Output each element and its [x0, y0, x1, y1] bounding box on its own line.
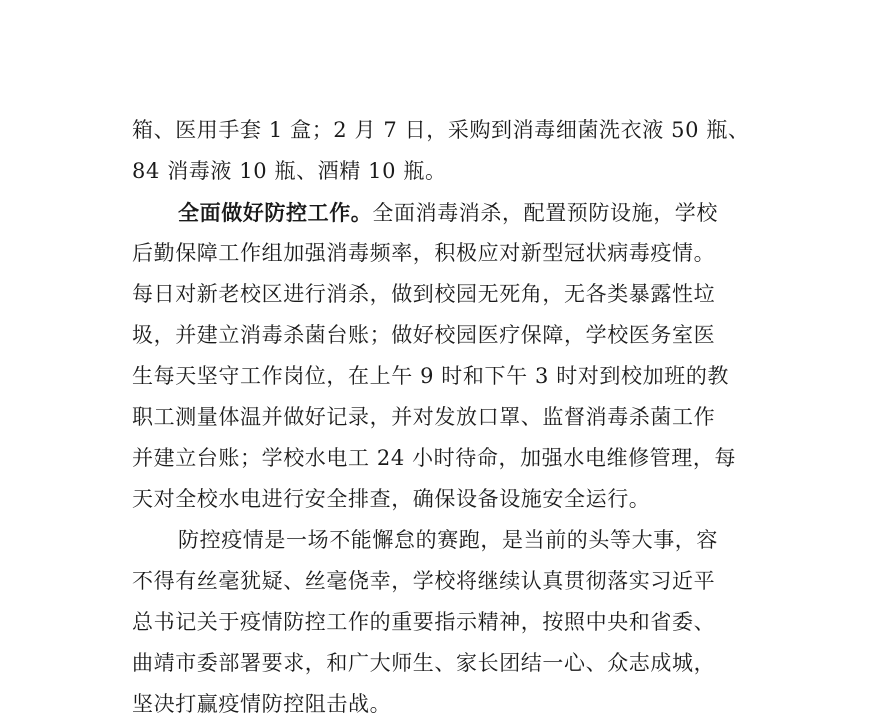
text-line: 箱、医用手套 1 盒；2 月 7 日，采购到消毒细菌洗衣液 50 瓶、 [132, 118, 750, 142]
text-line: 天对全校水电进行安全排查，确保设备设施安全运行。 [132, 487, 651, 511]
section-heading: 全面做好防控工作。 [178, 200, 373, 225]
text-line: 总书记关于疫情防控工作的重要指示精神，按照中央和省委、 [132, 610, 716, 634]
text-line: 坚决打赢疫情防控阻击战。 [132, 692, 392, 716]
paragraph-prevention [132, 192, 782, 520]
text-line: 不得有丝毫犹疑、丝毫侥幸，学校将继续认真贯彻落实习近平 [132, 569, 716, 593]
document-body [132, 110, 782, 725]
text-run: 全面消毒消杀，配置预防设施，学校 [372, 201, 719, 225]
text-line: 并建立台账；学校水电工 24 小时待命，加强水电维修管理，每 [132, 446, 737, 470]
text-line: 生每天坚守工作岗位，在上午 9 时和下午 3 时对到校加班的教 [132, 364, 730, 388]
text-line: 后勤保障工作组加强消毒频率，积极应对新型冠状病毒疫情。 [132, 241, 716, 265]
text-line: 曲靖市委部署要求，和广大师生、家长团结一心、众志成城， [132, 651, 716, 675]
text-line [132, 192, 782, 233]
text-line: 圾，并建立消毒杀菌台账；做好校园医疗保障，学校医务室医 [132, 323, 716, 347]
text-line: 职工测量体温并做好记录，并对发放口罩、监督消毒杀菌工作 [132, 405, 716, 429]
paragraph-supplies [132, 110, 782, 192]
paragraph-conclusion [132, 520, 782, 725]
text-line: 防控疫情是一场不能懈怠的赛跑，是当前的头等大事，容 [178, 528, 718, 552]
text-line: 84 消毒液 10 瓶、酒精 10 瓶。 [132, 159, 447, 183]
text-line: 每日对新老校区进行消杀，做到校园无死角，无各类暴露性垃 [132, 282, 716, 306]
